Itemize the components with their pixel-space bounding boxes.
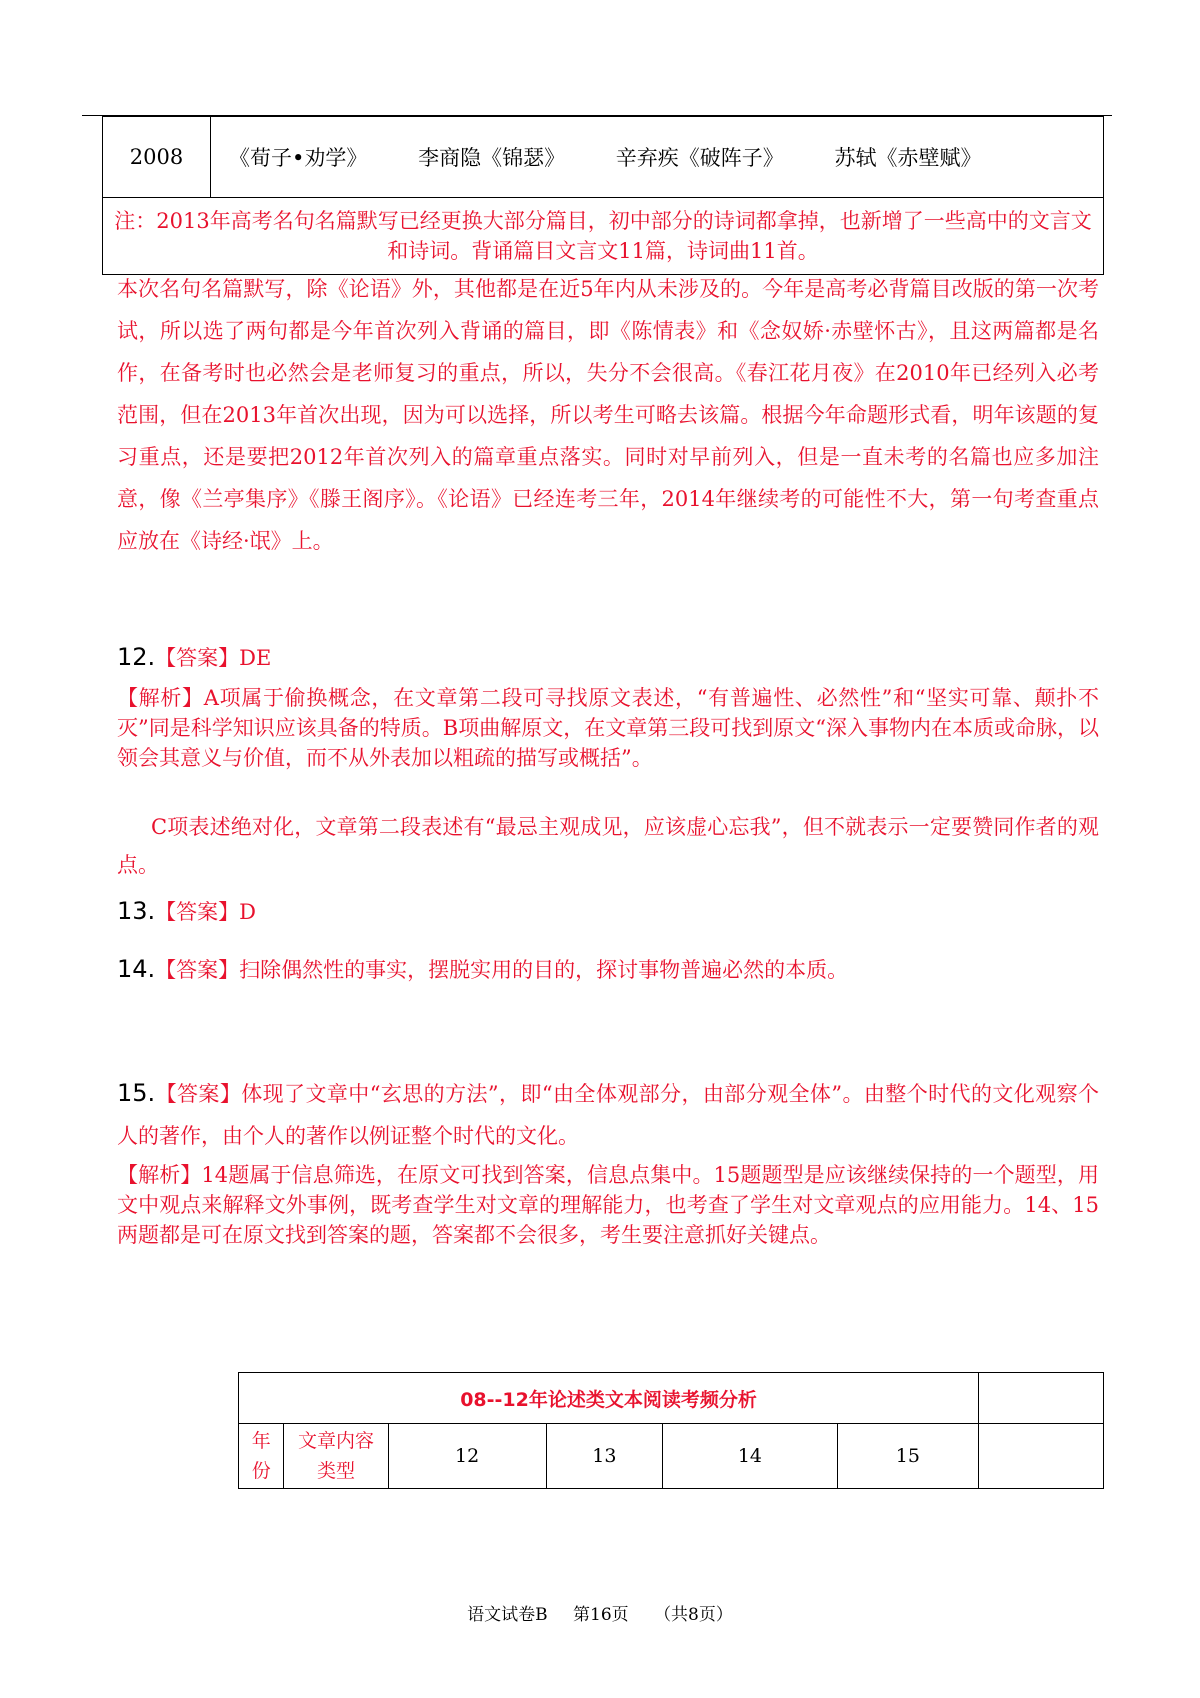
footer-total: （共8页） bbox=[654, 1605, 733, 1625]
analysis-text: 14题属于信息筛选，在原文可找到答案，信息点集中。15题题型是应该继续保持的一个题型，用文中观点来解释文外事例，既考查学生对文章的理解能力，也考查了学生对文章观点的应用能力。14、15两题都是可在原文找到答案的题，答案都不会很多，考生要注意抓好关键点。 bbox=[117, 1163, 1099, 1247]
table-row bbox=[103, 117, 1104, 198]
year-cell: 2008 bbox=[103, 117, 211, 198]
work-item: 《荀子•劝学》 bbox=[229, 146, 368, 170]
frequency-table bbox=[238, 1372, 1104, 1489]
work-item: 李商隐《锦瑟》 bbox=[418, 146, 566, 170]
question-number: 14. bbox=[117, 955, 156, 983]
analysis-12-continued: C项表述绝对化，文章第二段表述有“最忌主观成见，应该虚心忘我”，但不就表示一定要赞同作者的观点。 bbox=[117, 815, 1099, 877]
answer-text: 体现了文章中“玄思的方法”，即“由全体观部分，由部分观全体”。由整个时代的文化观察个人的著作，由个人的著作以例证整个时代的文化。 bbox=[117, 1082, 1099, 1148]
table-row bbox=[239, 1373, 1104, 1424]
analysis-text: A项属于偷换概念，在文章第二段可寻找原文表述，“有普遍性、必然性”和“坚实可靠、颠扑不灭”同是科学知识应该具备的特质。B项曲解原文，在文章第三段可找到原文“深入事物内在本质或命脉，以领会其意义与价值，而不从外表加以粗疏的描写或概括”。 bbox=[117, 686, 1099, 770]
header-col: 13 bbox=[546, 1424, 663, 1489]
header-col: 15 bbox=[837, 1424, 978, 1489]
question-13 bbox=[117, 892, 1107, 931]
empty-cell bbox=[979, 1424, 1104, 1489]
works-cell bbox=[211, 117, 1104, 198]
header-col: 14 bbox=[663, 1424, 837, 1489]
question-number: 15. bbox=[117, 1079, 156, 1107]
analysis-label: 【解析】 bbox=[117, 686, 204, 710]
analysis-label: 【解析】 bbox=[117, 1163, 202, 1187]
question-number: 12. bbox=[117, 643, 156, 671]
answer-label: 【答案】 bbox=[155, 900, 240, 924]
answer-label: 【答案】 bbox=[155, 646, 240, 670]
footer-subject: 语文试卷B bbox=[467, 1605, 548, 1625]
question-number: 13. bbox=[117, 897, 156, 925]
note-cell: 注：2013年高考名句名篇默写已经更换大部分篇目，初中部分的诗词都拿掉，也新增了一些高中的文言文和诗词。背诵篇目文言文11篇，诗词曲11首。 bbox=[103, 198, 1104, 275]
commentary-paragraph: 本次名句名篇默写，除《论语》外，其他都是在近5年内从未涉及的。今年是高考必背篇目改版的第一次考试，所以选了两句都是今年首次列入背诵的篇目，即《陈情表》和《念奴娇·赤壁怀古》，且这两篇都是名作，在备考时也必然会是老师复习的重点，所以，失分不会很高。《春江花月夜》在2010年已经列入必考范围，但在2013年首次出现，因为可以选择，所以考生可略去该篇。根据今年命题形式看，明年该题的复习重点，还是要把2012年首次列入的篇章重点落实。同时对早前列入，但是一直未考的名篇也应多加注意，像《兰亭集序》《滕王阁序》。《论语》已经连考三年，2014年继续考的可能性不大，第一句考查重点应放在《诗经·氓》上。 bbox=[117, 277, 1099, 553]
work-item: 苏轼《赤壁赋》 bbox=[834, 146, 982, 170]
table-row bbox=[103, 198, 1104, 275]
question-12 bbox=[117, 638, 1107, 677]
answer-text: D bbox=[239, 900, 257, 924]
header-col: 12 bbox=[388, 1424, 546, 1489]
header-year: 年份 bbox=[239, 1424, 284, 1489]
analysis-15 bbox=[117, 1160, 1099, 1250]
answer-text: 扫除偶然性的事实，摆脱实用的目的，探讨事物普遍必然的本质。 bbox=[239, 958, 849, 982]
header-type: 文章内容类型 bbox=[284, 1424, 388, 1489]
table-row bbox=[239, 1424, 1104, 1489]
recitation-table bbox=[102, 116, 1104, 275]
answer-label: 【答案】 bbox=[155, 958, 240, 982]
frequency-table-title: 08--12年论述类文本阅读考频分析 bbox=[239, 1373, 979, 1424]
answer-label: 【答案】 bbox=[155, 1082, 242, 1106]
work-item: 辛弃疾《破阵子》 bbox=[615, 146, 784, 170]
page-footer bbox=[0, 1600, 1200, 1625]
analysis-12 bbox=[117, 683, 1099, 773]
footer-page: 第16页 bbox=[573, 1605, 629, 1625]
question-14 bbox=[117, 950, 1107, 989]
answer-text: DE bbox=[239, 646, 272, 670]
question-15 bbox=[117, 1072, 1099, 1157]
empty-cell bbox=[979, 1373, 1104, 1424]
